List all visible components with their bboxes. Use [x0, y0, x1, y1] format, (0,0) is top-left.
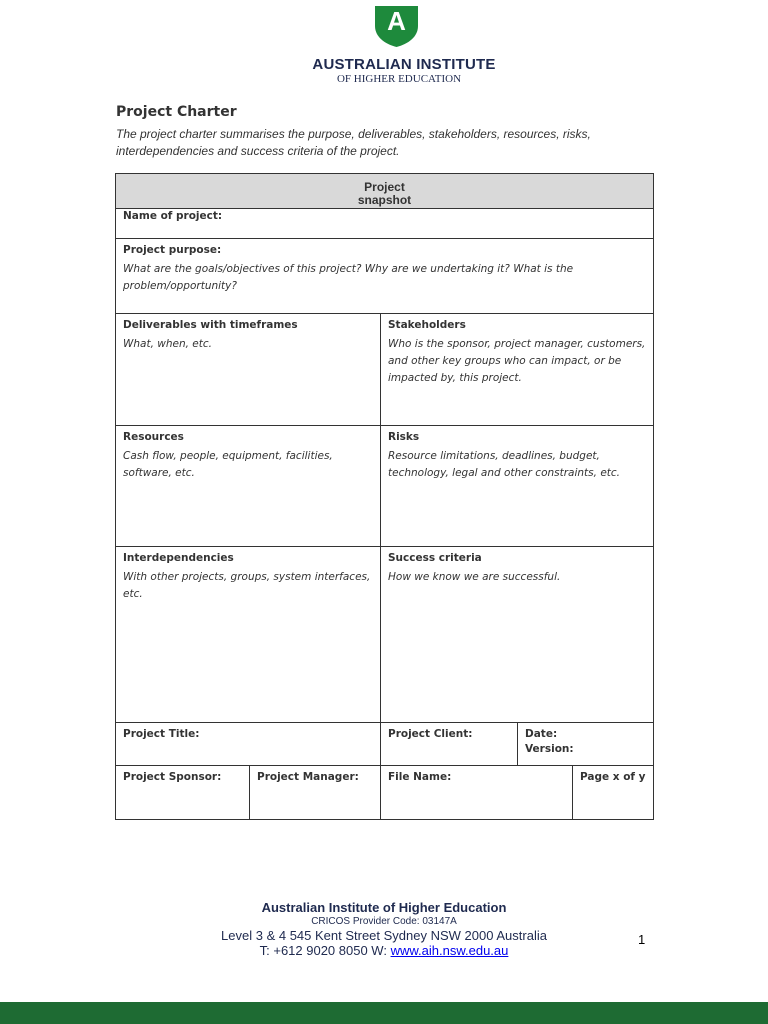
project-client-label: Project Client:: [388, 728, 473, 740]
risks-field[interactable]: [380, 425, 654, 547]
logo-letter: A: [387, 6, 406, 36]
footer-bar: [0, 1002, 768, 1024]
project-sponsor-field[interactable]: [115, 765, 250, 820]
stakeholders-hint: Who is the sponsor, project manager, customers, and other key groups who can impact, or be impacted by, this project.: [388, 338, 646, 384]
project-charter-table: [115, 173, 654, 820]
institute-logo: [309, 0, 499, 92]
deliverables-label: Deliverables with timeframes: [123, 319, 298, 331]
resources-hint: Cash flow, people, equipment, facilities, software, etc.: [123, 450, 333, 479]
website-link[interactable]: www.aih.nsw.edu.au: [390, 943, 509, 958]
institute-name: AUSTRALIAN INSTITUTE: [312, 56, 496, 73]
date-label: Date:: [525, 728, 558, 740]
footer-cricos: CRICOS Provider Code: 03147A: [311, 916, 457, 927]
deliverables-field[interactable]: [115, 313, 381, 426]
stakeholders-label: Stakeholders: [388, 319, 466, 331]
project-purpose-hint: What are the goals/objectives of this project? Why are we undertaking it? What is the problem/opportunity?: [123, 263, 574, 292]
success-criteria-field[interactable]: [380, 546, 654, 723]
intro-text: The project charter summarises the purpose, deliverables, stakeholders, resources, risks, interdependencies and success criteria of the project.: [116, 127, 591, 158]
page-footer: [200, 900, 568, 958]
risks-label: Risks: [388, 431, 420, 443]
institute-subtitle: OF HIGHER EDUCATION: [336, 73, 462, 85]
project-client-field[interactable]: [380, 722, 518, 766]
footer-phone: T: +612 9020 8050 W:: [259, 943, 391, 958]
file-name-label: File Name:: [388, 771, 452, 783]
project-title-label: Project Title:: [123, 728, 200, 740]
risks-hint: Resource limitations, deadlines, budget, technology, legal and other constraints, etc.: [388, 450, 621, 479]
deliverables-hint: What, when, etc.: [123, 338, 212, 350]
resources-label: Resources: [123, 431, 184, 443]
date-version-field[interactable]: [517, 722, 654, 766]
project-purpose-label: Project purpose:: [123, 244, 222, 256]
name-of-project-label: Name of project:: [123, 210, 223, 222]
footer-institute: Australian Institute of Higher Education: [261, 900, 507, 915]
interdependencies-label: Interdependencies: [123, 552, 234, 564]
name-of-project-field[interactable]: [115, 208, 654, 239]
stakeholders-field[interactable]: [380, 313, 654, 426]
success-criteria-hint: How we know we are successful.: [388, 571, 561, 583]
interdependencies-field[interactable]: [115, 546, 381, 723]
project-manager-field[interactable]: [249, 765, 381, 820]
file-name-field[interactable]: [380, 765, 573, 820]
snapshot-header: [115, 173, 654, 209]
page-of-label: Page x of y: [580, 771, 646, 783]
version-label: Version:: [525, 743, 574, 755]
resources-field[interactable]: [115, 425, 381, 547]
page-number: 1: [638, 932, 646, 947]
page-of-field[interactable]: [572, 765, 654, 820]
footer-address: Level 3 & 4 545 Kent Street Sydney NSW 2000 Australia: [221, 928, 547, 943]
success-criteria-label: Success criteria: [388, 552, 482, 564]
snapshot-title-line1: Project: [364, 180, 405, 194]
project-purpose-field[interactable]: [115, 238, 654, 314]
project-title-field[interactable]: [115, 722, 381, 766]
snapshot-title-line2: snapshot: [357, 193, 412, 207]
interdependencies-hint: With other projects, groups, system interfaces, etc.: [123, 571, 371, 600]
project-sponsor-label: Project Sponsor:: [123, 771, 222, 783]
footer-contact: [200, 943, 568, 958]
project-manager-label: Project Manager:: [257, 771, 359, 783]
page-title: Project Charter: [116, 104, 237, 120]
